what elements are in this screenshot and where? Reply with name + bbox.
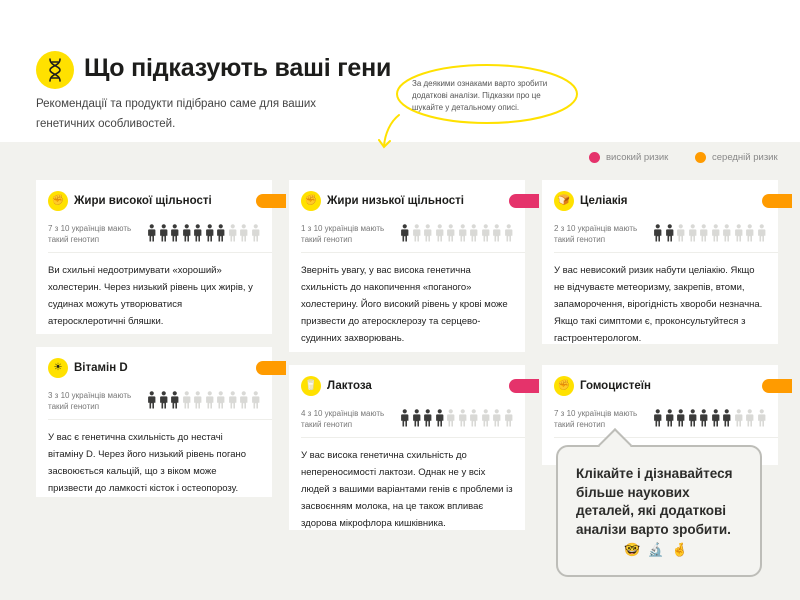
legend-high: [589, 152, 668, 163]
milk-icon: 🥛: [301, 376, 321, 396]
person-filled-icon: [710, 407, 722, 427]
fist-icon: ✊: [48, 191, 68, 211]
person-empty-icon: [698, 222, 710, 242]
person-filled-icon: [422, 407, 434, 427]
gene-card[interactable]: [289, 365, 525, 530]
card-title: Гомоцистеїн: [580, 380, 651, 392]
risk-indicator: [762, 379, 792, 393]
person-filled-icon: [411, 407, 423, 427]
person-filled-icon: [687, 407, 699, 427]
person-empty-icon: [227, 389, 239, 409]
person-filled-icon: [169, 222, 181, 242]
person-empty-icon: [250, 389, 262, 409]
person-empty-icon: [215, 389, 227, 409]
person-empty-icon: [181, 389, 193, 409]
person-filled-icon: [434, 407, 446, 427]
tooltip-emoji: 🤓 🔬 🤞: [624, 542, 690, 557]
person-filled-icon: [215, 222, 227, 242]
gene-card[interactable]: [36, 347, 272, 497]
divider: [48, 252, 272, 253]
genotype-stat: 2 з 10 українців мають такий генотип: [554, 224, 638, 244]
person-empty-icon: [687, 222, 699, 242]
risk-indicator: [509, 194, 539, 208]
person-filled-icon: [721, 407, 733, 427]
divider: [301, 252, 525, 253]
gene-card[interactable]: [542, 180, 778, 344]
person-filled-icon: [652, 222, 664, 242]
genotype-stat: 7 з 10 українців мають такий генотип: [554, 409, 638, 429]
person-empty-icon: [238, 222, 250, 242]
person-empty-icon: [480, 222, 492, 242]
legend-medium-dot: [695, 152, 706, 163]
person-empty-icon: [503, 407, 515, 427]
person-empty-icon: [422, 222, 434, 242]
fist-icon: ✊: [301, 191, 321, 211]
card-title: Жири низької щільності: [327, 195, 464, 207]
person-filled-icon: [664, 222, 676, 242]
person-empty-icon: [733, 222, 745, 242]
person-empty-icon: [721, 222, 733, 242]
people-chart: [652, 407, 767, 427]
person-empty-icon: [468, 407, 480, 427]
person-empty-icon: [192, 389, 204, 409]
card-title: Вітамін D: [74, 362, 128, 374]
legend-medium-label: середній ризик: [712, 152, 778, 163]
sun-icon: ☀: [48, 358, 68, 378]
people-chart: [146, 222, 261, 242]
person-filled-icon: [192, 222, 204, 242]
legend-medium: [695, 152, 778, 163]
card-description: У вас є генетична схильність до нестачі вітаміну D. Через його низький рівень погано засвоюється кальцій, що з віком може призвести до ламкості кісток і остеопорозу.: [48, 432, 247, 494]
divider: [554, 252, 778, 253]
person-filled-icon: [399, 222, 411, 242]
person-filled-icon: [158, 222, 170, 242]
person-empty-icon: [457, 222, 469, 242]
risk-indicator: [256, 194, 286, 208]
divider: [301, 437, 525, 438]
gene-card[interactable]: [36, 180, 272, 334]
people-chart: [399, 407, 514, 427]
note-text: За деякими ознаками варто зробити додаткові аналізи. Підказки про це шукайте у детальному описі.: [412, 79, 548, 112]
person-filled-icon: [169, 389, 181, 409]
genotype-stat: 4 з 10 українців мають такий генотип: [301, 409, 385, 429]
person-empty-icon: [227, 222, 239, 242]
genotype-stat: 3 з 10 українців мають такий генотип: [48, 391, 132, 411]
risk-indicator: [762, 194, 792, 208]
person-empty-icon: [756, 407, 768, 427]
person-empty-icon: [733, 407, 745, 427]
card-description: У вас висока генетична схильність до непереносимості лактози. Однак не у всіх людей з вашими варіантами генів є проблеми із засвоєнням молока, на це також впливає здорова мікрофлора кишківника.: [301, 450, 513, 529]
divider: [48, 419, 272, 420]
person-empty-icon: [468, 222, 480, 242]
card-title: Целіакія: [580, 195, 628, 207]
genotype-stat: 7 з 10 українців мають такий генотип: [48, 224, 132, 244]
person-empty-icon: [457, 407, 469, 427]
person-empty-icon: [744, 222, 756, 242]
person-filled-icon: [181, 222, 193, 242]
legend-high-label: високий ризик: [606, 152, 669, 163]
person-filled-icon: [664, 407, 676, 427]
person-filled-icon: [158, 389, 170, 409]
card-description: Ви схильні недоотримувати «хороший» холестерин. Через низький рівень цих жирів, у судинах можуть утворюватися атеросклеротичні бляшки.: [48, 265, 253, 327]
person-empty-icon: [445, 407, 457, 427]
arrow-icon: [375, 112, 405, 152]
gene-card[interactable]: [289, 180, 525, 352]
divider: [554, 437, 778, 438]
risk-indicator: [509, 379, 539, 393]
person-filled-icon: [146, 222, 158, 242]
page-subtitle: Рекомендації та продукти підібрано саме для ваших генетичних особливостей.: [36, 98, 317, 130]
tooltip-text: Клікайте і дізнавайтеся більше наукових деталей, які додаткові аналізи варто зробити.: [576, 466, 733, 537]
bread-icon: 🍞: [554, 191, 574, 211]
card-description: Зверніть увагу, у вас висока генетична схильність до накопичення «поганого» холестерину. Його високий рівень у крові може призвести до атеросклерозу та серцево-судинних захворювань.: [301, 265, 508, 344]
page-title: Що підказують ваші гени: [84, 54, 392, 82]
person-empty-icon: [238, 389, 250, 409]
people-chart: [652, 222, 767, 242]
people-chart: [146, 389, 261, 409]
person-empty-icon: [503, 222, 515, 242]
fist-icon: ✊: [554, 376, 574, 396]
person-filled-icon: [399, 407, 411, 427]
person-empty-icon: [480, 407, 492, 427]
person-filled-icon: [675, 407, 687, 427]
person-empty-icon: [491, 222, 503, 242]
person-empty-icon: [411, 222, 423, 242]
person-empty-icon: [756, 222, 768, 242]
card-title: Лактоза: [327, 380, 372, 392]
card-description: У вас невисокий ризик набути целіакію. Якщо не відчуваєте метеоризму, закрепів, втоми, запаморочення, вірогідність хвороби незначна. Якщо такі симптоми є, проконсультуйтеся з гастроентерологом.: [554, 265, 763, 344]
person-filled-icon: [698, 407, 710, 427]
legend-high-dot: [589, 152, 600, 163]
dna-icon: [36, 51, 74, 89]
person-empty-icon: [491, 407, 503, 427]
person-filled-icon: [146, 389, 158, 409]
risk-indicator: [256, 361, 286, 375]
person-empty-icon: [710, 222, 722, 242]
person-empty-icon: [204, 389, 216, 409]
person-filled-icon: [204, 222, 216, 242]
card-title: Жири високої щільності: [74, 195, 212, 207]
genotype-stat: 1 з 10 українців мають такий генотип: [301, 224, 385, 244]
person-empty-icon: [675, 222, 687, 242]
people-chart: [399, 222, 514, 242]
person-empty-icon: [434, 222, 446, 242]
person-empty-icon: [250, 222, 262, 242]
person-filled-icon: [652, 407, 664, 427]
person-empty-icon: [445, 222, 457, 242]
person-empty-icon: [744, 407, 756, 427]
